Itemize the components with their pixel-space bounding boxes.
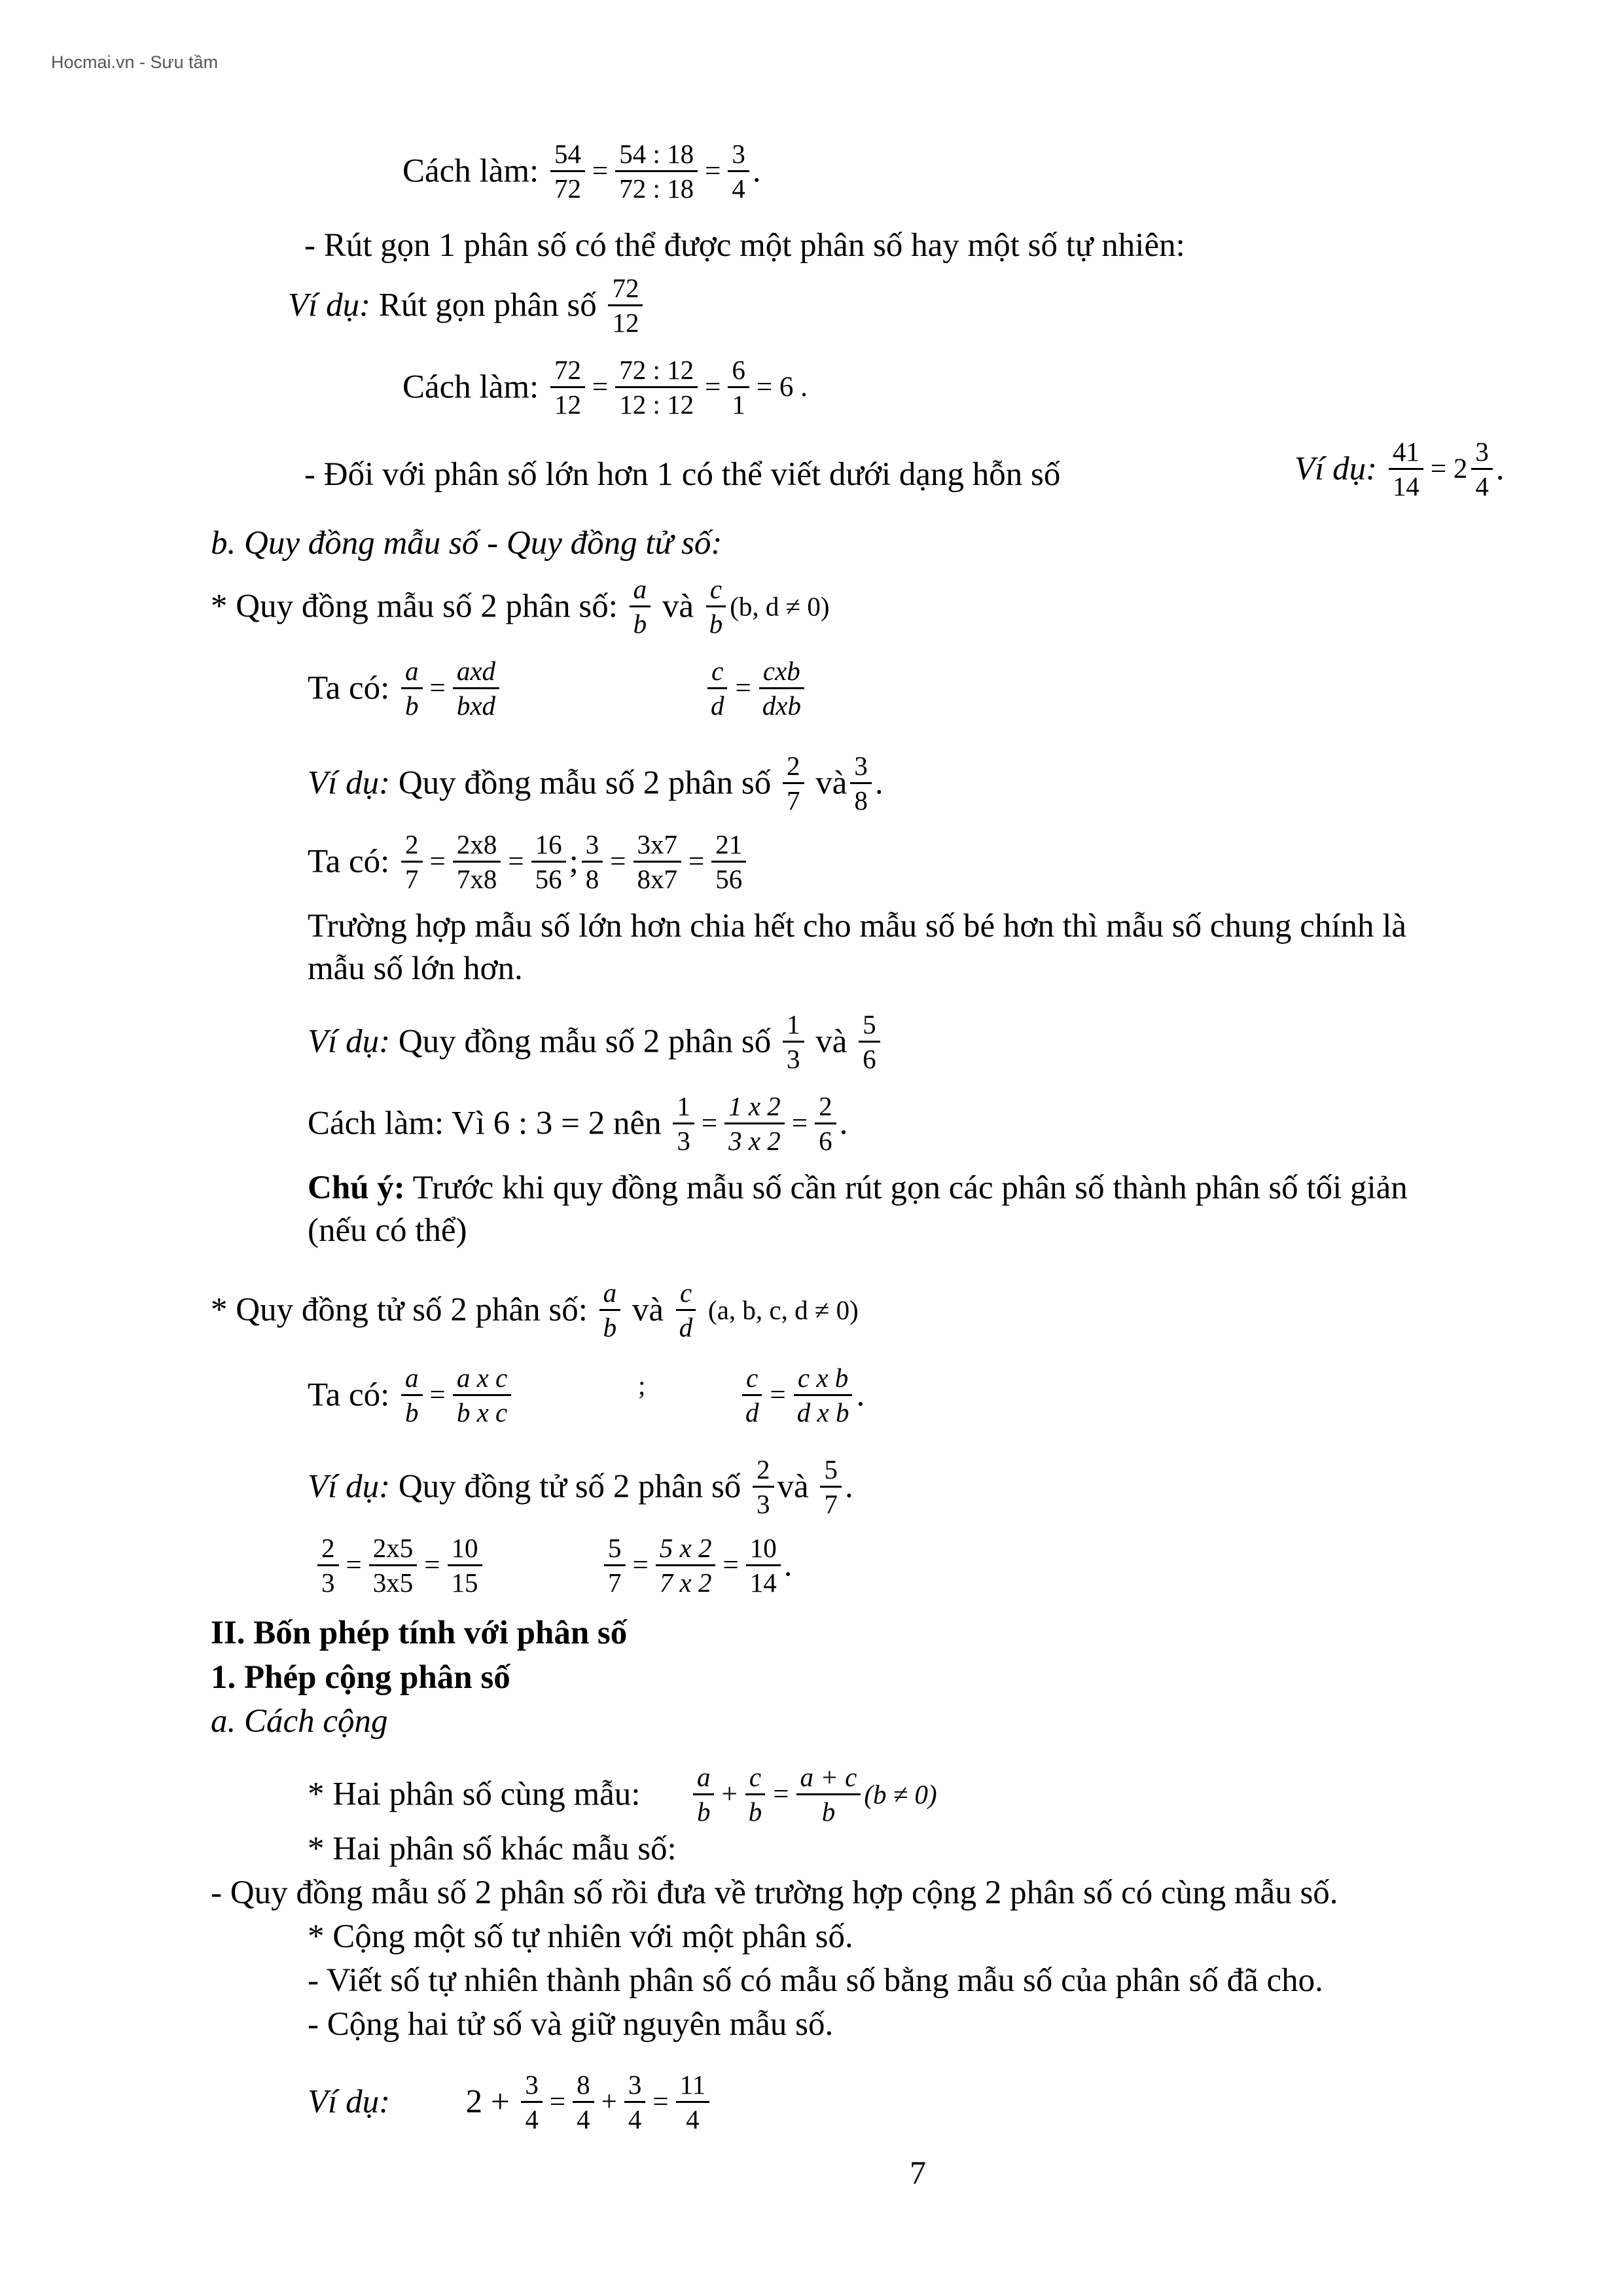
note-text: Chú ý: Trước khi quy đồng mẫu số cần rút gọn các phân số thành phân số tối giản xyxy=(308,1170,1408,1206)
fraction: $\frac{10}{15}$ xyxy=(448,1532,482,1599)
fraction: $\frac{3}{8}$ xyxy=(850,749,872,817)
fraction: $\frac{72}{12}$ xyxy=(550,353,585,421)
fraction: $\frac{5}{7}$ xyxy=(820,1453,842,1520)
fraction: $\frac{c}{d}$ xyxy=(675,1276,697,1344)
fraction: $\frac{8}{4}$ xyxy=(573,2068,594,2136)
example-label: Ví dụ: xyxy=(308,1468,391,1505)
fraction: $\frac{3}{8}$ xyxy=(582,828,603,895)
formula-line: $\frac{c}{d}$ = $\frac{\text{c x b}}{\text{d x b}}$ . xyxy=(738,1361,865,1429)
fraction: $\frac{41}{14}$ xyxy=(1389,435,1423,503)
fraction: $\frac{c}{d}$ xyxy=(707,655,728,722)
mixed-number-example: Ví dụ: $\frac{41}{14}$ = 2 $\frac{3}{4}$ . xyxy=(1294,437,1505,501)
formula-line: $\frac{2}{3}$ = $\frac{2x5}{3x5}$ = $\frac{10}{15}$ xyxy=(314,1532,486,1599)
fraction: $\frac{5}{7}$ xyxy=(604,1532,626,1599)
rule-text: - Đối với phân số lớn hơn 1 có thể viết dưới dạng hỗn số xyxy=(304,456,1061,493)
fraction: $\frac{a}{b}$ xyxy=(693,1761,715,1828)
formula-line: $\frac{5}{7}$ = $\frac{5 x 2}{7 x 2}$ = $\frac{10}{14}$ . xyxy=(601,1532,792,1599)
rule-text: mẫu số lớn hơn. xyxy=(308,950,523,987)
fraction: $\frac{\text{c x b}}{\text{d x b}}$ xyxy=(793,1361,853,1429)
fraction: $\frac{2x5}{3x5}$ xyxy=(369,1532,418,1599)
example-line: Ví dụ: Quy đồng tử số 2 phân số $\frac{2}{3}$ và $\frac{5}{7}$ . xyxy=(308,1454,853,1519)
fraction: $\frac{5 x 2}{7 x 2}$ xyxy=(656,1532,716,1599)
fraction: $\frac{a}{b}$ xyxy=(599,1276,621,1344)
formula-line: Ta có: $\frac{a}{b}$ = $\frac{\text{a x c}}{\text{b x c}}$ xyxy=(308,1361,514,1429)
reduce-example-work: Cách làm: $\frac{54}{72}$ = $\frac{54 : 18}{72 : 18}$ = $\frac{3}{4}$ . xyxy=(402,139,761,204)
fraction: $\frac{16}{56}$ xyxy=(531,828,566,895)
fraction: $\frac{a + c}{b}$ xyxy=(796,1761,861,1828)
fraction: $\frac{c}{b}$ xyxy=(705,573,727,640)
subsection-heading: 1. Phép cộng phân số xyxy=(211,1659,510,1696)
label: Cách làm: xyxy=(402,152,539,190)
fraction: $\frac{2}{7}$ xyxy=(783,749,804,817)
fraction: $\frac{3}{4}$ xyxy=(728,137,749,205)
fraction: $\frac{c}{b}$ xyxy=(745,1761,766,1828)
fraction: $\frac{2}{6}$ xyxy=(815,1090,836,1157)
fraction: $\frac{1 x 2}{3 x 2}$ xyxy=(724,1090,785,1157)
formula-line: Ta có: $\frac{a}{b}$ = axd bxd xyxy=(308,655,503,722)
fraction: $\frac{3}{4}$ xyxy=(521,2068,543,2136)
rule-text: Trường hợp mẫu số lớn hơn chia hết cho mẫu số bé hơn thì mẫu số chung chính là xyxy=(308,908,1407,944)
fraction: $\frac{3x7}{8x7}$ xyxy=(633,828,682,895)
example-line: Ví dụ: 2 + $\frac{3}{4}$ = $\frac{8}{4}$ + $\frac{3}{4}$ = $\frac{11}{4}$ xyxy=(308,2068,713,2136)
example-line: Ví dụ: Quy đồng mẫu số 2 phân số $\frac{2}{7}$ và $\frac{3}{8}$ . xyxy=(308,751,883,816)
fraction: $\frac{2x8}{7x8}$ xyxy=(453,828,501,895)
fraction: cxb dxb xyxy=(758,655,805,722)
fraction: $\frac{72}{12}$ xyxy=(608,272,643,339)
fraction: $\frac{a}{b}$ xyxy=(630,573,651,640)
section-b-title: b. Quy đồng mẫu số - Quy đồng tử số: xyxy=(211,525,722,562)
fraction: $\frac{\text{a x c}}{\text{b x c}}$ xyxy=(453,1361,511,1429)
rule-text: - Rút gọn 1 phân số có thể được một phân số hay một số tự nhiên: xyxy=(304,227,1185,264)
example-label: Ví dụ: xyxy=(288,287,371,324)
formula-line: $\frac{c}{d}$ = cxb dxb xyxy=(704,655,808,722)
fraction: $\frac{1}{3}$ xyxy=(673,1090,694,1157)
rule-text: - Cộng hai tử số và giữ nguyên mẫu số. xyxy=(308,2006,834,2043)
rule-text: * Hai phân số khác mẫu số: xyxy=(308,1831,677,1867)
fraction: $\frac{5}{6}$ xyxy=(859,1008,880,1075)
section-heading: II. Bốn phép tính với phân số xyxy=(211,1615,628,1651)
example-line: Ví dụ: Quy đồng mẫu số 2 phân số $\frac{1}{3}$ và $\frac{5}{6}$ xyxy=(308,1008,883,1075)
fraction: $\frac{21}{56}$ xyxy=(711,828,746,895)
fraction: $\frac{54}{72}$ xyxy=(550,137,585,205)
separator: ; xyxy=(638,1370,646,1401)
fraction: $\frac{10}{14}$ xyxy=(746,1532,781,1599)
fraction: $\frac{2}{3}$ xyxy=(317,1532,339,1599)
common-denominator-rule: * Quy đồng mẫu số 2 phân số: $\frac{a}{b}$ và $\frac{c}{b}$ (b, d ≠ 0) xyxy=(211,574,830,639)
header-source: Hocmai.vn - Sưu tầm xyxy=(51,52,219,72)
fraction: $\frac{a}{b}$ xyxy=(401,655,423,722)
fraction: $\frac{2}{7}$ xyxy=(401,828,423,895)
example-work: Cách làm: Vì 6 : 3 = 2 nên $\frac{1}{3}$ = $\frac{1 x 2}{3 x 2}$ = $\frac{2}{6}$ . xyxy=(308,1091,848,1156)
fraction: $\frac{2}{3}$ xyxy=(753,1453,774,1520)
example-label: Ví dụ: xyxy=(1294,450,1378,488)
fraction: $\frac{6}{1}$ xyxy=(728,353,749,421)
page-number: 7 xyxy=(910,2154,926,2191)
fraction: $\frac{3}{4}$ xyxy=(624,2068,646,2136)
reduce-example-work: Cách làm: $\frac{72}{12}$ = $\frac{72 : 12}{12 : 12}$ = $\frac{6}{1}$ = 6 . xyxy=(402,355,808,420)
fraction: $\frac{11}{4}$ xyxy=(676,2068,709,2136)
example-label: Ví dụ: xyxy=(308,2083,391,2121)
fraction: $\frac{c}{d}$ xyxy=(741,1361,763,1429)
example-line: Ví dụ: Rút gọn phân số $\frac{72}{12}$ xyxy=(288,272,646,339)
same-denominator-rule: * Hai phân số cùng mẫu: $\frac{a}{b}$ + $\frac{c}{b}$ = $\frac{a + c}{b}$ (b ≠ 0) xyxy=(308,1762,937,1827)
fraction: $\frac{54 : 18}{72 : 18}$ xyxy=(615,137,698,205)
example-label: Ví dụ: xyxy=(308,1023,391,1060)
subsection-subheading: a. Cách cộng xyxy=(211,1703,388,1740)
note-text: (nếu có thể) xyxy=(308,1212,467,1249)
fraction: $\frac{1}{3}$ xyxy=(783,1008,804,1075)
fraction: $\frac{72 : 12}{12 : 12}$ xyxy=(615,353,698,421)
fraction: $\frac{3}{4}$ xyxy=(1471,435,1493,503)
note-label: Chú ý: xyxy=(308,1170,405,1206)
rule-text: - Quy đồng mẫu số 2 phân số rồi đưa về trường hợp cộng 2 phân số có cùng mẫu số. xyxy=(211,1874,1338,1911)
rule-text: - Viết số tự nhiên thành phân số có mẫu số bằng mẫu số của phân số đã cho. xyxy=(308,1962,1323,1999)
rule-text: * Cộng một số tự nhiên với một phân số. xyxy=(308,1918,853,1955)
fraction: axd bxd xyxy=(453,655,499,722)
formula-line: Ta có: $\frac{2}{7}$ = $\frac{2x8}{7x8}$ = $\frac{16}{56}$ ; $\frac{3}{8}$ = $\frac{3x7}{8x7}$ = $\frac{21}{56}$ xyxy=(308,828,749,895)
example-label: Ví dụ: xyxy=(308,764,391,802)
fraction: $\frac{a}{b}$ xyxy=(401,1361,423,1429)
common-numerator-rule: * Quy đồng tử số 2 phân số: $\frac{a}{b}$ và $\frac{c}{d}$ (a, b, c, d ≠ 0) xyxy=(211,1278,859,1342)
